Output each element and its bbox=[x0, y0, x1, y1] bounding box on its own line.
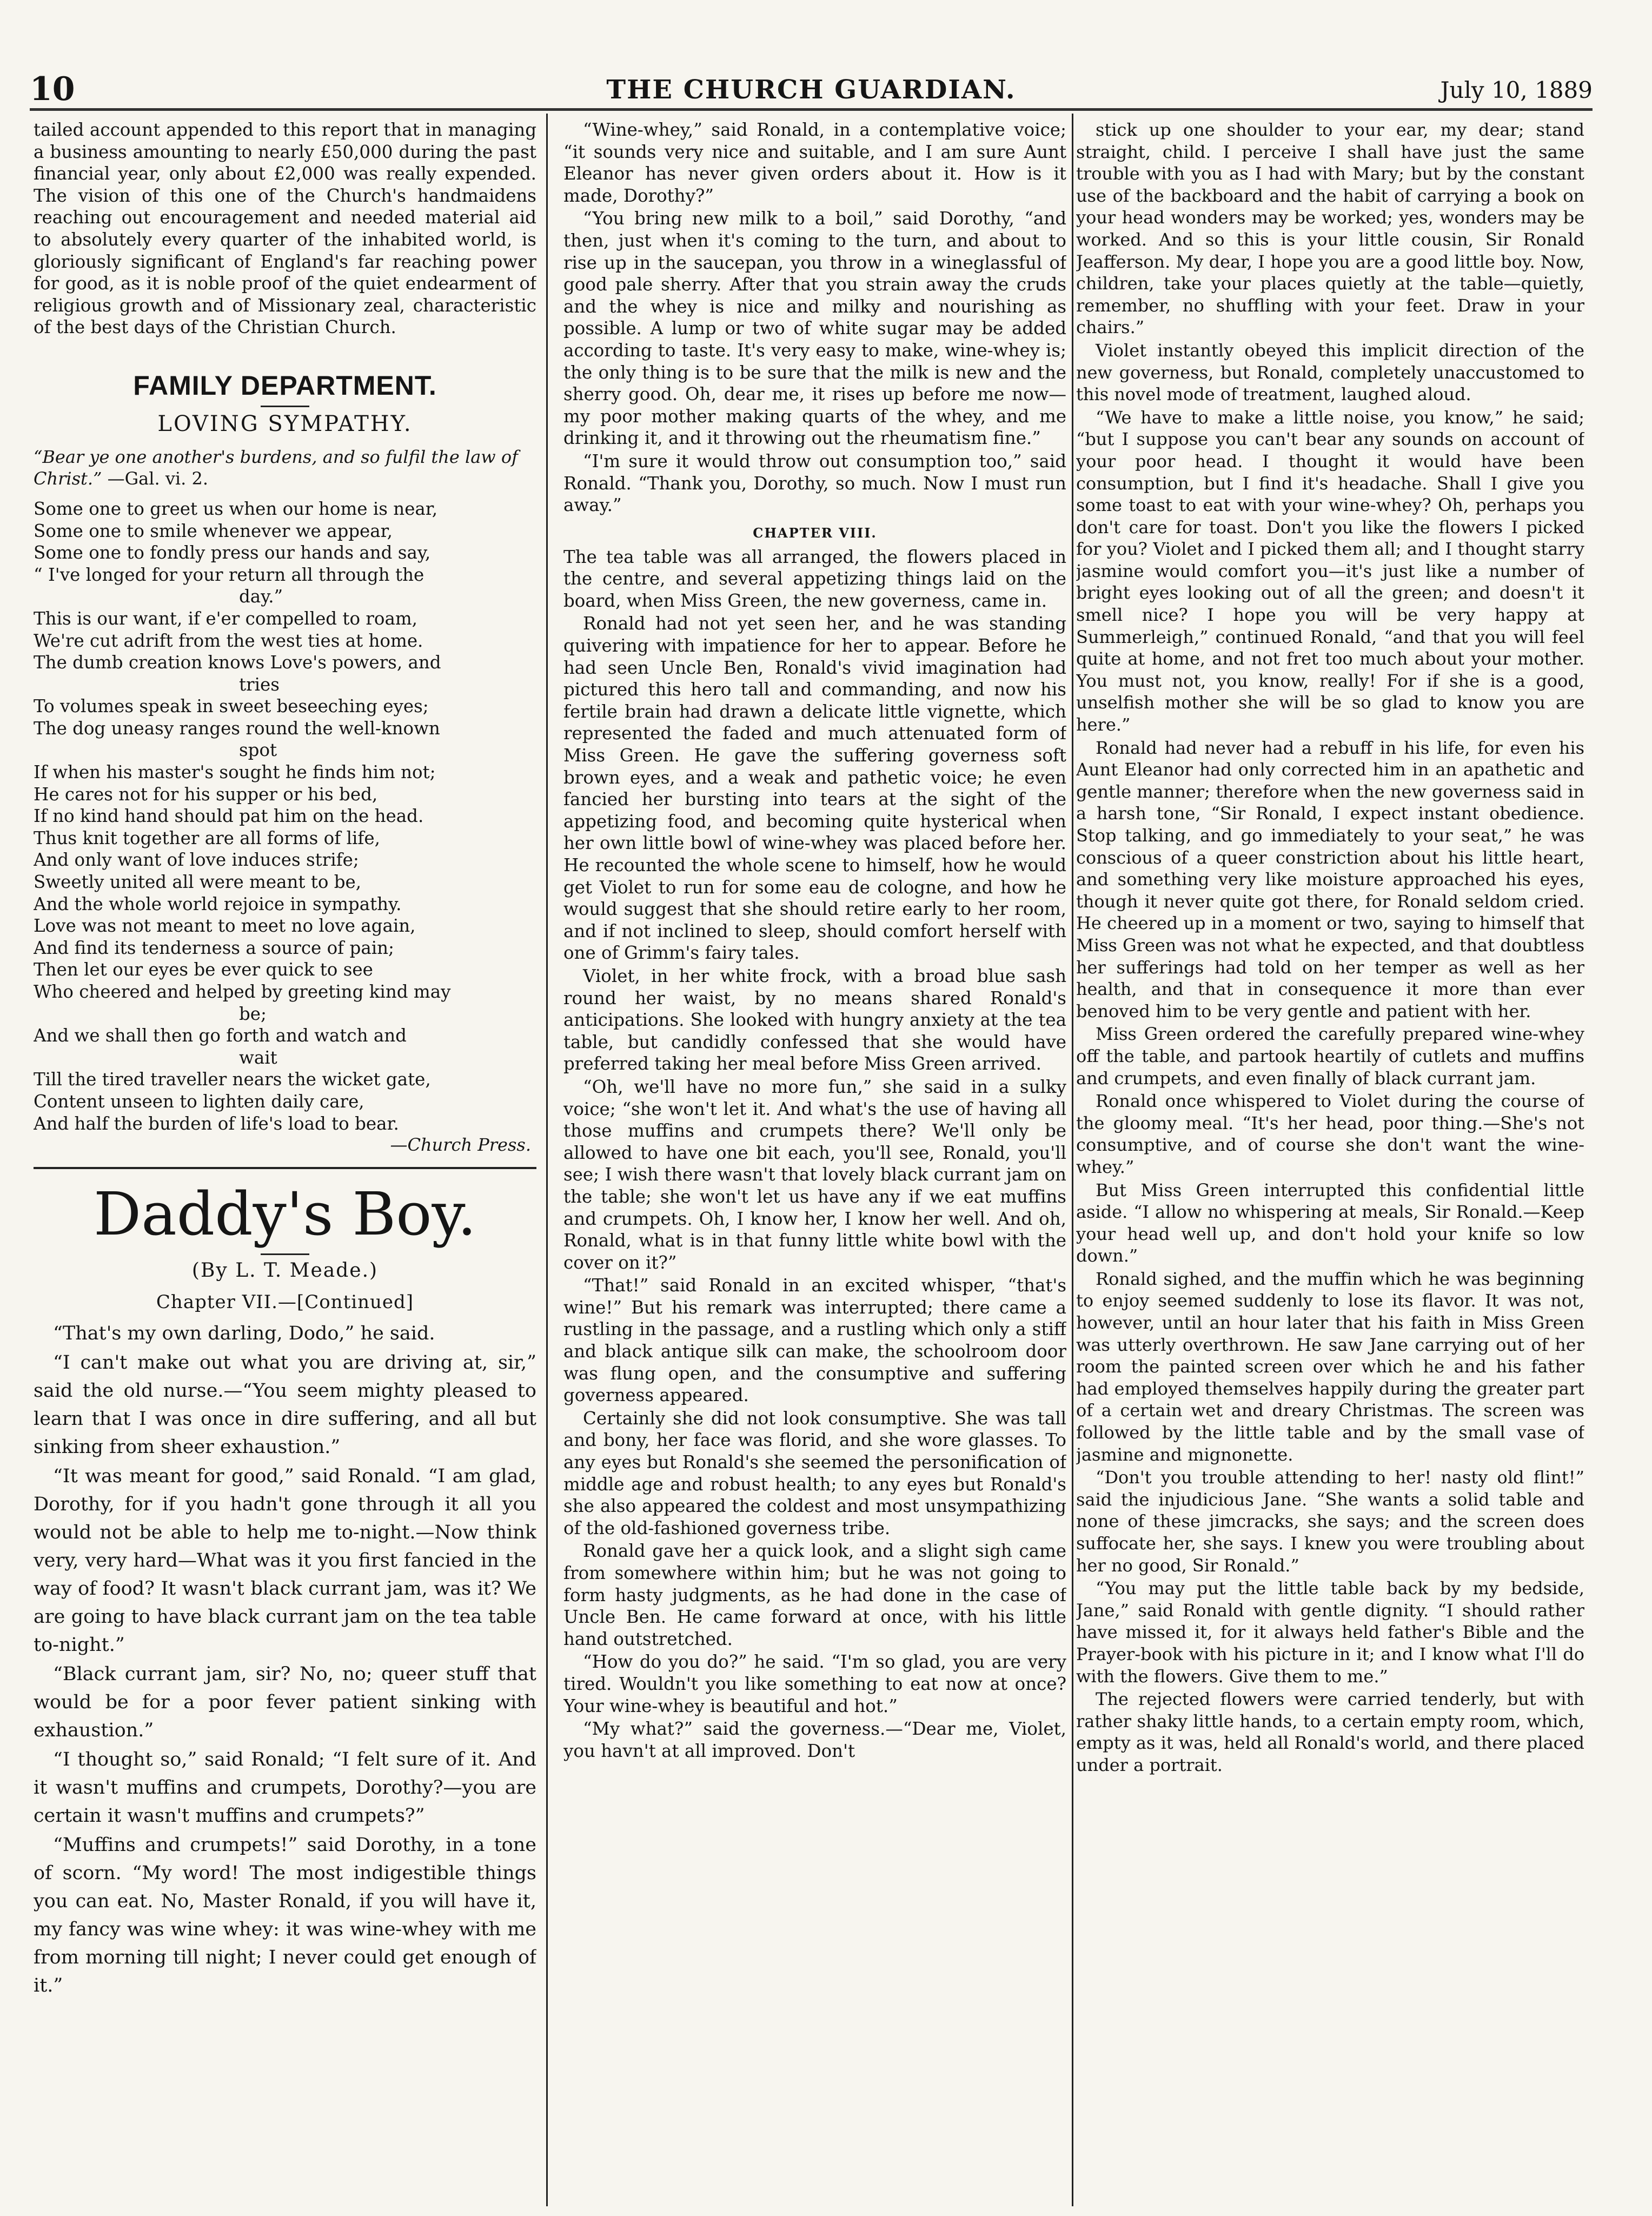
paragraph: “Black currant jam, sir? No, no; queer stuff that would be for a poor fever patient sinking with exhaustion.” bbox=[34, 1663, 536, 1742]
newspaper-title: THE CHURCH GUARDIAN. bbox=[606, 75, 1016, 105]
chapter-heading: Chapter VII.—[Continued] bbox=[156, 1291, 414, 1313]
poem-line: He cares not for his supper or his bed, bbox=[34, 784, 378, 805]
epigraph-quote: “Bear ye one another's burdens, and so fulfil the law of Christ.” bbox=[34, 446, 518, 489]
paragraph: “That!” said Ronald in an excited whisper, “that's wine!” But his remark was interrupted; there came a rustling in the passage, and a rustling which only a stiff and black antique silk can make, the schoolroom door was flung open, and the consumptive and suffering governess appeared. bbox=[563, 1275, 1066, 1406]
poem-line: We're cut adrift from the west ties at home. bbox=[34, 630, 423, 651]
poem-line: And the whole world rejoice in sympathy. bbox=[34, 893, 402, 914]
poem-line: And half the burden of life's load to bear. bbox=[34, 1113, 399, 1134]
paragraph: “Oh, we'll have no more fun,” she said in a sulky voice; “she won't let it. And what's the use of having all those muffins and crumpets there? We'll only be allowed to have one bit each, you'll see, Ronald, you'll see; I wish there wasn't that lovely black currant jam on the table; she won't let us have any if we eat muffins and crumpets. Oh, I know her, I know her well. And oh, Ronald, what is in that funny little white bowl with the cover on it?” bbox=[563, 1076, 1066, 1273]
paragraph: Ronald gave her a quick look, and a slight sigh came from somewhere within him; but he was not going to form hasty judgments, as he had done in the case of Uncle Ben. He came forward at once, with his little hand outstretched. bbox=[563, 1541, 1066, 1649]
missionary-report-paragraph: tailed account appended to this report that in managing a business amounting to nearly £50,000 during the past financial year, only about £2,000 was really expended. The vision of this one of the Church's handmaidens reaching out encouragement and needed material aid to absolutely every quarter of the inhabited world, is gloriously significant of England's far reaching power for good, as it is noble proof of the quiet endearment of religious growth and of Missionary zeal, characteristic of the best days of the Christian Church. bbox=[34, 120, 536, 338]
paragraph: stick up one shoulder to your ear, my dear; stand straight, child. I perceive I shall have just the same trouble with you as I had with Mary; but by the constant use of the backboard and the habit of carrying a book on your head wonders may be worked; yes, wonders may be worked. And so this is your little cousin, Sir Ronald Jeafferson. My dear, I hope you are a good little boy. Now, children, take your places quietly at the table—quietly, remember, no shuffling with your feet. Draw in your chairs.” bbox=[1076, 120, 1584, 338]
poem-line: Sweetly united all were meant to be, bbox=[34, 872, 362, 893]
header-rule bbox=[30, 108, 1593, 111]
poem-line: wait bbox=[239, 1047, 277, 1068]
poem-line: If when his master's sought he finds him not; bbox=[34, 762, 436, 783]
story-author: (By L. T. Meade.) bbox=[191, 1259, 379, 1282]
paragraph: “How do you do?” he said. “I'm so glad, you are very tired. Wouldn't you like something to eat now at once? Your wine-whey is beautiful and hot.” bbox=[563, 1651, 1066, 1716]
poem-line: “ I've longed for your return all through the bbox=[34, 564, 424, 585]
paragraph: “I'm sure it would throw out consumption too,” said Ronald. “Thank you, Dorothy, so much. Now I must run away.” bbox=[563, 450, 1066, 516]
paragraph: Ronald once whispered to Violet during the course of the gloomy meal. “It's her head, poor thing.—She's not consumptive, and of course she don't want the wine-whey.” bbox=[1076, 1091, 1584, 1177]
poem-line: To volumes speak in sweet beseeching eyes; bbox=[34, 696, 429, 717]
chapter-heading: CHAPTER VIII. bbox=[753, 525, 877, 541]
paragraph: “Muffins and crumpets!” said Dorothy, in a tone of scorn. “My word! The most indigestible things you can eat. No, Master Ronald, if you will have it, my fancy was wine whey: it was wine-whey with me from morning till night; I never could get enough of it.” bbox=[34, 1834, 536, 1997]
column-divider-1 bbox=[546, 114, 548, 2206]
poem-credit: —Church Press. bbox=[390, 1134, 531, 1156]
paragraph: Certainly she did not look consumptive. She was tall and bony, her face was florid, and she wore glasses. To any eyes but Ronald's she seemed the personification of middle age and robust health; to any eyes but Ronald's she also appeared the coldest and most unsympathizing of the old-fashioned governess tribe. bbox=[563, 1408, 1066, 1538]
story-text-chapter-viii bbox=[563, 546, 1066, 1762]
column-divider-2 bbox=[1072, 114, 1073, 2206]
paragraph: “My what?” said the governess.—“Dear me, Violet, you havn't at all improved. Don't bbox=[563, 1719, 1066, 1761]
poem-line: tries bbox=[239, 674, 280, 695]
paragraph: The rejected flowers were carried tenderly, but with rather shaky little hands, to a certain empty room, which, empty as it was, held all Ronald's world, and there placed under a portrait. bbox=[1076, 1689, 1584, 1775]
story-text-continued bbox=[563, 119, 1066, 516]
family-department-heading: FAMILY DEPARTMENT. bbox=[133, 370, 437, 401]
paragraph: The tea table was all arranged, the flowers placed in the centre, and several appetizing things laid on the board, when Miss Green, the new governess, came in. bbox=[563, 546, 1066, 611]
poem-line: This is our want, if e'er compelled to roam, bbox=[34, 608, 418, 629]
story-text-continued bbox=[1076, 119, 1584, 1776]
poem-line: day.” bbox=[239, 586, 283, 607]
poem-line: spot bbox=[239, 740, 277, 761]
paragraph: But Miss Green interrupted this confidential little aside. “I allow no whispering at meals, Sir Ronald.—Keep your head well up, and don't hold your knife so low down.” bbox=[1076, 1179, 1584, 1266]
poem-title: LOVING SYMPATHY. bbox=[157, 411, 413, 436]
epigraph-reference: —Gal. vi. 2. bbox=[107, 468, 209, 489]
poem-line: Thus knit together are all forms of life, bbox=[34, 827, 380, 848]
poem-line: Then let our eyes be ever quick to see bbox=[34, 959, 373, 980]
paragraph: Ronald had never had a rebuff in his life, for even his Aunt Eleanor had only corrected him in an apathetic and gentle manner; therefore when the new governess said in a harsh tone, “Sir Ronald, I expect instant obedience. Stop talking, and go immediately to your seat,” he was conscious of a queer constriction about his little heart, and something very like moisture approached his eyes, though it never quite got there, for Ronald seldom cried. He cheered up in a moment or two, saying to himself that Miss Green was not what he expected, and that doubtless her sufferings had told on her temper as well as her health, and that in consequence it more than ever benoved him to be very gentle and patient with her. bbox=[1076, 737, 1584, 1021]
paragraph: Violet instantly obeyed this implicit direction of the new governess, but Ronald, completely unaccustomed to this novel mode of treatment, laughed aloud. bbox=[1076, 340, 1584, 405]
column-3 bbox=[1076, 119, 1584, 2206]
paragraph: “Wine-whey,” said Ronald, in a contemplative voice; “it sounds very nice and suitable, and I am sure Aunt Eleanor has never given orders about it. How is it made, Dorothy?” bbox=[563, 120, 1066, 206]
section-rule bbox=[34, 1167, 536, 1169]
paragraph: “You may put the little table back by my bedside, Jane,” said Ronald with gentle dignity. “I should rather have missed it, for it always held father's Bible and the Prayer-book with his picture in it; and I know what I'll do with the flowers. Give them to me.” bbox=[1076, 1578, 1584, 1687]
story-text bbox=[34, 1319, 536, 2000]
paragraph: “I can't make out what you are driving at, sir,” said the old nurse.—“You seem mighty pleased to learn that I was once in dire suffering, and all but sinking from sheer exhaustion.” bbox=[34, 1352, 536, 1458]
poem-line: And only want of love induces strife; bbox=[34, 850, 359, 871]
paragraph: Violet, in her white frock, with a broad blue sash round her waist, by no means shared Ronald's anticipations. She looked with hungry anxiety at the tea table, but candidly confessed that she would have preferred taking her meal before Miss Green arrived. bbox=[563, 965, 1066, 1074]
paragraph: “We have to make a little noise, you know,” he said; “but I suppose you can't bear any sounds on account of your poor head. I thought it would have been consumption, but I find it's headache. Shall I give you some toast to eat with your wine-whey? Oh, perhaps you don't care for toast. Don't you like the flowers I picked for you? Violet and I picked them all; and I thought starry jasmine would comfort you—it's just like a number of bright eyes looking out of all the green; and doesn't it smell nice? I hope you will be very happy at Summerleigh,” continued Ronald, “and that you will feel quite at home, and not fret too much about your mother. You must not, you know, really! For if she is a good, unselfish mother she will be so glad to know you are here.” bbox=[1076, 407, 1584, 735]
poem-line: Till the tired traveller nears the wicket gate, bbox=[34, 1069, 431, 1090]
poem-line: Content unseen to lighten daily care, bbox=[34, 1091, 364, 1112]
paragraph: “It was meant for good,” said Ronald. “I am glad, Dorothy, for if you hadn't gone through it all you would not be able to help me to-night.—Now think very, very hard—What was it you first fancied in the way of food? It wasn't black currant jam, was it? We are going to have black currant jam on the tea table to-night.” bbox=[34, 1465, 536, 1656]
story-title: Daddy's Boy. bbox=[94, 1179, 476, 1249]
poem-line: And find its tenderness a source of pain; bbox=[34, 937, 394, 958]
short-rule bbox=[261, 1253, 309, 1255]
poem-line: Some one to fondly press our hands and say, bbox=[34, 542, 431, 563]
paragraph: “You bring new milk to a boil,” said Dorothy, “and then, just when it's coming to the turn, and about to rise up in the saucepan, you throw in a wineglassful of good pale sherry. After that you strain away the cruds and the whey is nice and milky and nourishing as possible. A lump or two of white sugar may be added according to taste. It's very easy to make, wine-whey is; the only thing is to be sure that the milk is new and the sherry good. Oh, dear me, it rises up before me now—my poor mother making quarts of the whey, and me drinking it, and it throwing out the rheumatism fine.” bbox=[563, 208, 1066, 449]
page-header bbox=[30, 70, 1593, 108]
column-1 bbox=[34, 119, 536, 2206]
poem-line: be; bbox=[239, 1003, 267, 1024]
paragraph: “I thought so,” said Ronald; “I felt sure of it. And it wasn't muffins and crumpets, Dorothy?—you are certain it wasn't muffins and crumpets?” bbox=[34, 1749, 536, 1827]
short-rule bbox=[261, 406, 309, 407]
paragraph: “Don't you trouble attending to her! nasty old flint!” said the injudicious Jane. “She wants a solid table and none of these jimcracks, she says; and the screen does suffocate her, she says. I knew you were troubling about her no good, Sir Ronald.” bbox=[1076, 1467, 1584, 1576]
column-2 bbox=[563, 119, 1066, 2206]
paragraph: Miss Green ordered the carefully prepared wine-whey off the table, and partook heartily of cutlets and muffins and crumpets, and even finally of black currant jam. bbox=[1076, 1024, 1584, 1089]
poem-line: The dog uneasy ranges round the well-known bbox=[34, 718, 440, 739]
poem-line: And we shall then go forth and watch and bbox=[34, 1025, 407, 1046]
issue-date: July 10, 1889 bbox=[1440, 77, 1593, 103]
poem-line: Who cheered and helped by greeting kind may bbox=[34, 981, 451, 1002]
paragraph: Ronald had not yet seen her, and he was standing quivering with impatience for her to appear. Before he had seen Uncle Ben, Ronald's vivid imagination had pictured this hero tall and commanding, and now his fertile brain had drawn a delicate little vignette, which represented the faded and much attenuated form of Miss Green. He gave the suffering governess soft brown eyes, and a weak and pathetic voice; he even fancied her bursting into tears at the sight of the appetizing food, and becoming quite hysterical when her own little bowl of wine-whey was placed before her. He recounted the whole scene to himself, how he would get Violet to run for some eau de cologne, and how he would suggest that she should retire early to her room, and if not inclined to sleep, should comfort herself with one of Grimm's fairy tales. bbox=[563, 613, 1066, 964]
poem-line: Love was not meant to meet no love again, bbox=[34, 915, 416, 937]
poem-epigraph bbox=[34, 446, 536, 489]
poem-line: If no kind hand should pat him on the head. bbox=[34, 806, 424, 827]
paragraph: Ronald sighed, and the muffin which he was beginning to enjoy seemed suddenly to lose its flavor. It was not, however, until an hour later that his faith in Miss Green was utterly overthrown. He saw Jane carrying out of her room the painted screen over which he and his father had employed themselves happily during the greater part of a certain wet and dreary Christmas. The screen was followed by the little table and by the small vase of jasmine and mignonette. bbox=[1076, 1268, 1584, 1465]
poem-line: Some one to greet us when our home is near, bbox=[34, 498, 438, 519]
poem-line: The dumb creation knows Love's powers, and bbox=[34, 652, 441, 673]
poem-line: Some one to smile whenever we appear, bbox=[34, 520, 393, 541]
paragraph: “That's my own darling, Dodo,” he said. bbox=[53, 1323, 435, 1345]
poem-body bbox=[34, 498, 536, 1134]
page-number: 10 bbox=[30, 70, 75, 108]
